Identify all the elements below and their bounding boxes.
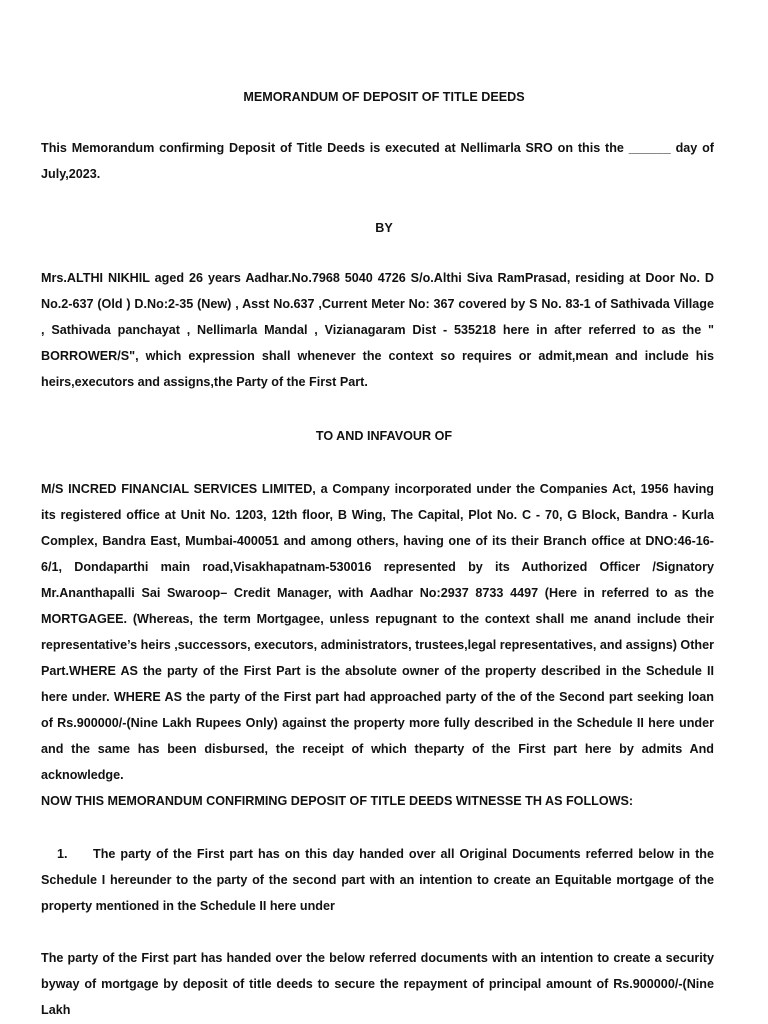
clause-1 xyxy=(41,841,714,919)
intro-paragraph: This Memorandum confirming Deposit of Title Deeds is executed at Nellimarla SRO on this the ______ day of July,2023. xyxy=(41,141,714,181)
document-title: MEMORANDUM OF DEPOSIT OF TITLE DEEDS xyxy=(243,90,525,104)
clause-1-text: The party of the First part has on this day handed over all Original Documents referred below in the Schedule I hereunder to the party of the second part with an intention to create an Equitable mortgage of the property mentioned in the Schedule II here under xyxy=(41,847,714,913)
witnesseth-heading: NOW THIS MEMORANDUM CONFIRMING DEPOSIT OF TITLE DEEDS WITNESSE TH AS FOLLOWS: xyxy=(41,794,634,808)
lender-paragraph: M/S INCRED FINANCIAL SERVICES LIMITED, a Company incorporated under the Companies Act, 1956 having its registered office at Unit No. 1203, 12th floor, B Wing, The Capital, Plot No. C - 70, G Block, Bandra - Kurla Complex, Bandra East, Mumbai-400051 and among others, having one of its their Branch office at DNO:46-16-6/1, Dondaparthi main road,Visakhapatnam-530016 represented by its Authorized Officer /Signatory Mr.Ananthapalli Sai Swaroop– Credit Manager, with Aadhar No:2937 8733 4497 (Here in referred to as the MORTGAGEE. (Whereas, the term Mortgagee, unless repugnant to the context shall me anand include their representative’s heirs ,successors, executors, administrators, trustees,legal representatives, and assigns) Other Part.WHERE AS the party of the First Part is the absolute owner of the property described in the Schedule II here under. WHERE AS the party of the First part had approached party of the of the Second part seeking loan of Rs.900000/-(Nine Lakh Rupees Only) against the property more fully described in the Schedule II here under and the same has been disbursed, the receipt of which theparty of the First part here by admits And acknowledge. xyxy=(41,482,714,782)
clause-1-number: 1. xyxy=(57,847,68,861)
closing-paragraph: The party of the First part has handed over the below referred documents with an intention to create a security byway of mortgage by deposit of title deeds to secure the repayment of principal amount of Rs.900000/-(Nine Lakh xyxy=(41,951,714,1017)
infavour-heading: TO AND INFAVOUR OF xyxy=(315,429,453,443)
by-heading: BY xyxy=(375,221,393,235)
borrower-paragraph: Mrs.ALTHI NIKHIL aged 26 years Aadhar.No.7968 5040 4726 S/o.Althi Siva RamPrasad, residing at Door No. D No.2-637 (Old ) D.No:2-35 (New) , Asst No.637 ,Current Meter No: 367 covered by S No. 83-1 of Sathivada Village , Sathivada panchayat , Nellimarla Mandal , Vizianagaram Dist - 535218 here in after referred to as the " BORROWER/S", which expression shall whenever the context so requires or admit,mean and include his heirs,executors and assigns,the Party of the First Part. xyxy=(41,271,714,389)
